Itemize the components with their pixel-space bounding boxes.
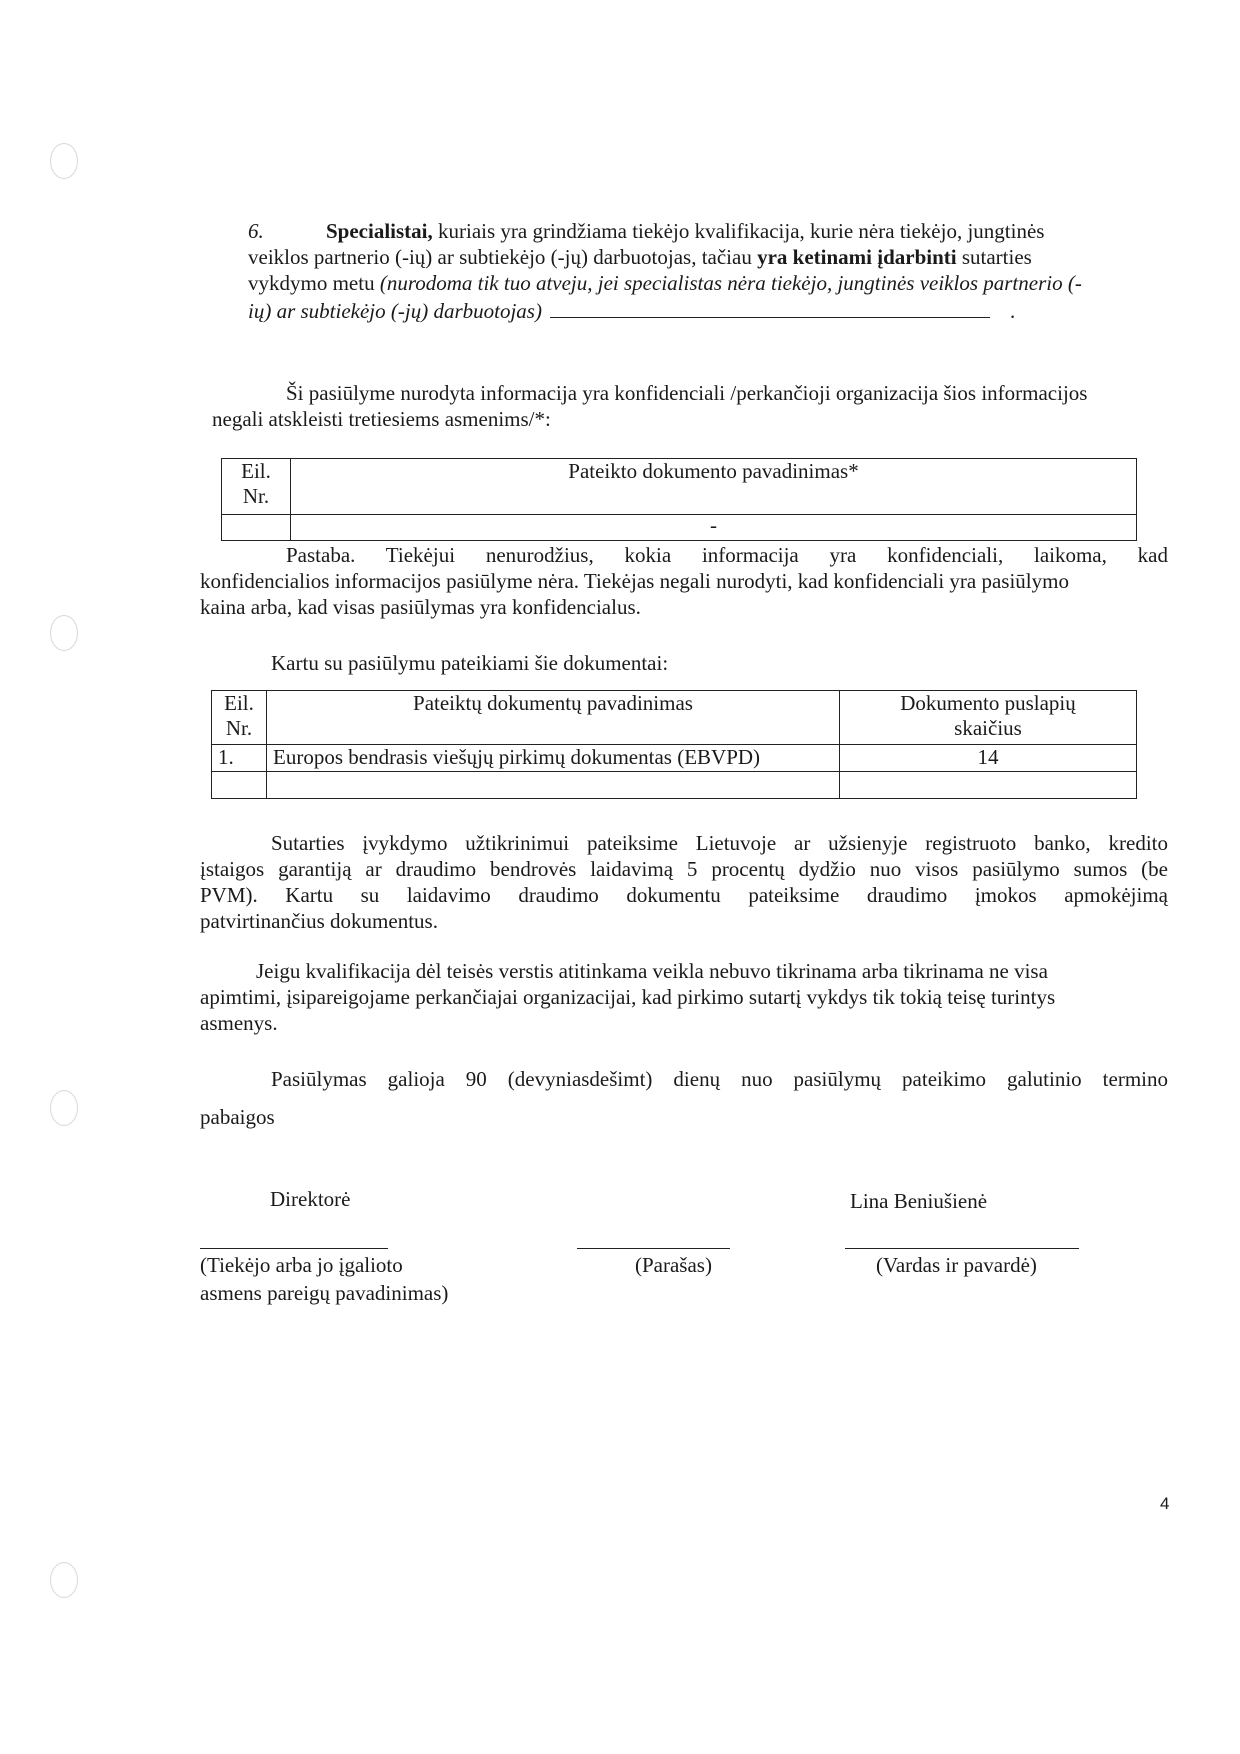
section-heading: Specialistai, [326, 219, 433, 243]
label-position-2: asmens pareigų pavadinimas) [200, 1281, 449, 1305]
validity-line-1: Pasiūlymas galioja 90 (devyniasdešimt) dienų nuo pasiūlymų pateikimo galutinio termino [271, 1067, 1168, 1091]
header-eil: Eil. [224, 691, 254, 715]
binder-hole-mark [50, 1562, 78, 1598]
header-eil: Eil. [241, 459, 271, 483]
table-cell: Europos bendrasis viešųjų pirkimų dokumentas (EBVPD) [267, 745, 840, 772]
table-header-cell [222, 459, 291, 515]
table-cell: 1. [212, 745, 267, 772]
fill-in-line [550, 299, 990, 318]
table-header-cell [840, 691, 1137, 745]
section-6-text: kuriais yra grindžiama tiekėjo kvalifikacija, kurie nėra tiekėjo, jungtinės [438, 219, 1045, 243]
confidential-table [221, 458, 1137, 541]
section-6-end-dot: . [1009, 299, 1016, 323]
guarantee-line-1: Sutarties įvykdymo užtikrinimui pateiksime Lietuvoje ar užsienyje registruoto banko, kredito [271, 831, 1168, 855]
header-count: skaičius [954, 716, 1022, 740]
table-row [212, 745, 1137, 772]
table-cell [267, 772, 840, 799]
label-signature: (Parašas) [635, 1253, 712, 1277]
qualification-line-2: apimtimi, įsipareigojame perkančiajai organizacijai, kad pirkimo sutartį vykdys tik tokią teisę turintys [200, 985, 1056, 1009]
qualification-line-1: Jeigu kvalifikacija dėl teisės verstis atitinkama veikla nebuvo tikrinama arba tikrinama ne visa [256, 959, 1048, 983]
qualification-line-3: asmenys. [200, 1011, 278, 1035]
section-6-line-3 [248, 270, 1178, 297]
table-header-cell: Pateiktų dokumentų pavadinimas [267, 691, 840, 745]
table-row [212, 772, 1137, 799]
table-header-cell [212, 691, 267, 745]
header-nr: Nr. [242, 484, 270, 508]
note-line-2: konfidencialios informacijos pasiūlyme nėra. Tiekėjas negali nurodyti, kad konfidenciali yra pasiūlymo [200, 569, 1069, 593]
confidential-text-line-1: Ši pasiūlyme nurodyta informacija yra konfidenciali /perkančioji organizacija šios informacijos [286, 381, 1088, 405]
section-6-text: sutarties [961, 245, 1032, 269]
section-6-line-1 [248, 218, 1168, 245]
section-6-bold-text: yra ketinami įdarbinti [757, 245, 957, 269]
validity-line-2: pabaigos [200, 1105, 275, 1129]
table-cell: 14 [840, 745, 1137, 772]
binder-hole-mark [50, 1090, 78, 1126]
table-cell [222, 515, 291, 541]
signature-line [577, 1248, 730, 1249]
guarantee-line-2: įstaigos garantiją ar draudimo bendrovės laidavimą 5 procentų dydžio nuo visos pasiūlymo sumos (be [200, 857, 1168, 881]
section-6-text: veiklos partnerio (-ių) ar subtiekėjo (-jų) darbuotojas, tačiau [248, 245, 752, 269]
binder-hole-mark [50, 143, 78, 179]
section-number: 6. [248, 219, 264, 243]
documents-table [211, 690, 1137, 799]
section-6-italic-text: ių) ar subtiekėjo (-jų) darbuotojas) [248, 299, 542, 323]
section-6-line-2 [248, 244, 1168, 271]
table-cell: - [291, 515, 1137, 541]
header-pages: Dokumento puslapių [900, 691, 1076, 715]
table-header-row [222, 459, 1137, 515]
signatory-name: Lina Beniušienė [850, 1189, 988, 1213]
label-name: (Vardas ir pavardė) [876, 1253, 1037, 1277]
table-cell [212, 772, 267, 799]
table-header-row [212, 691, 1137, 745]
guarantee-line-3: PVM). Kartu su laidavimo draudimo dokumentu pateiksime draudimo įmokos apmokėjimą [200, 883, 1168, 907]
table-header-cell: Pateikto dokumento pavadinimas* [291, 459, 1137, 515]
binder-hole-mark [50, 615, 78, 651]
table-cell [840, 772, 1137, 799]
section-6-text: vykdymo metu [248, 271, 375, 295]
table-row [222, 515, 1137, 541]
confidential-text-line-2: negali atskleisti tretiesiems asmenims/*: [212, 407, 551, 431]
label-position-1: (Tiekėjo arba jo įgalioto [200, 1253, 403, 1277]
note-line-1: Pastaba. Tiekėjui nenurodžius, kokia informacija yra konfidenciali, laikoma, kad [286, 543, 1168, 567]
section-6-line-4 [248, 298, 1088, 325]
documents-intro: Kartu su pasiūlymu pateikiami šie dokumentai: [271, 651, 669, 675]
guarantee-line-4: patvirtinančius dokumentus. [200, 909, 438, 933]
position-signature-line [200, 1248, 388, 1249]
name-signature-line [845, 1248, 1079, 1249]
section-6-italic-text: (nurodoma tik tuo atveju, jei specialistas nėra tiekėjo, jungtinės veiklos partnerio (- [379, 271, 1082, 295]
header-nr: Nr. [225, 716, 253, 740]
signatory-position: Direktorė [270, 1187, 351, 1211]
page-number: 4 [1160, 1494, 1170, 1513]
note-line-3: kaina arba, kad visas pasiūlymas yra konfidencialus. [200, 595, 641, 619]
